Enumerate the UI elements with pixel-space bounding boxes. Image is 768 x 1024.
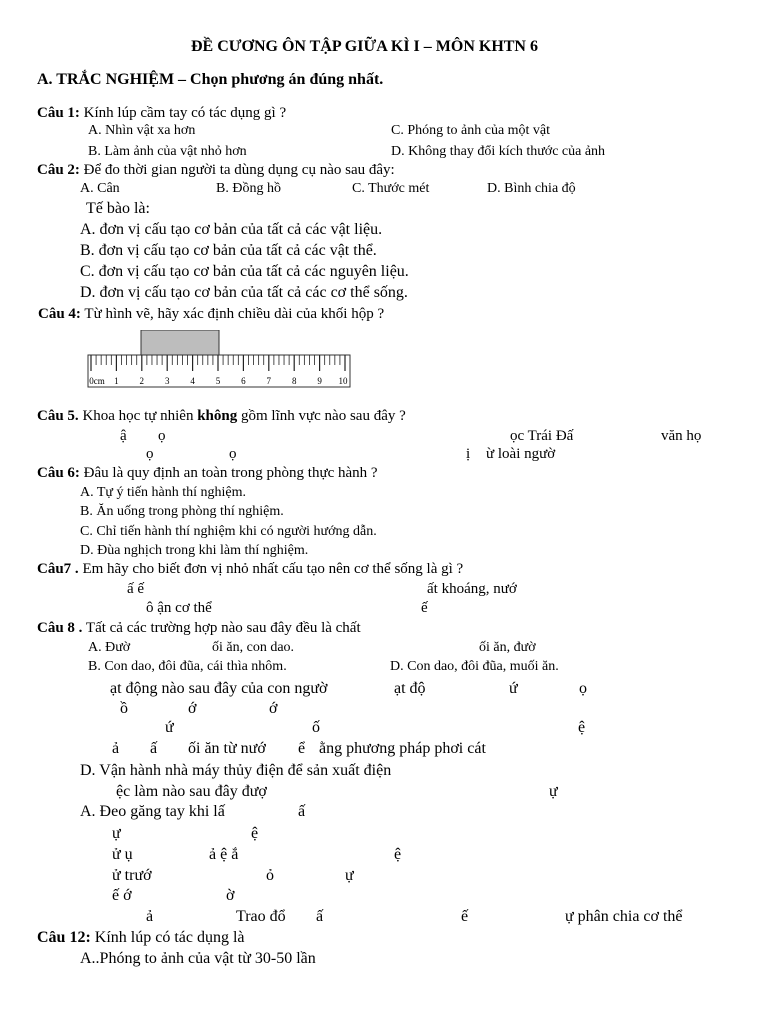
text-fragment: ệ: [578, 719, 586, 736]
text-fragment: văn họ: [661, 428, 702, 444]
question-label: Câu 6:: [37, 465, 80, 481]
ruler-label: 4: [190, 376, 195, 386]
question-6: [37, 466, 378, 481]
question-text: Em hãy cho biết đơn vị nhỏ nhất cấu tạo nên cơ thể sống là gì ?: [78, 561, 464, 577]
q12-option-a: A..Phóng to ảnh của vật từ 30-50 lần: [80, 950, 316, 967]
question-3: Tế bào là:: [86, 200, 150, 217]
page-title: ĐỀ CƯƠNG ÔN TẬP GIỮA KÌ I – MÔN KHTN 6: [191, 38, 538, 55]
text-fragment: ả: [146, 908, 154, 925]
question-text: Tất cả các trường hợp nào sau đây đều là chất: [82, 620, 361, 636]
question-text: Kính lúp có tác dụng là: [90, 929, 245, 946]
question-4: [38, 307, 384, 322]
q8-option-d: D. Con dao, đôi đũa, muối ăn.: [390, 659, 559, 674]
block-shape: [141, 330, 219, 355]
text-fragment: ớ: [269, 700, 278, 717]
ruler-label: 2: [139, 376, 145, 386]
text-fragment: ố: [312, 719, 320, 736]
question-text: Kính lúp cầm tay có tác dụng gì ?: [79, 105, 287, 121]
text-fragment: ứ: [165, 719, 174, 736]
text-fragment: ô ận cơ thể: [146, 600, 212, 616]
text-fragment: ậ: [120, 428, 127, 444]
question-label: Câu 5.: [37, 408, 79, 424]
text-fragment: ỏ: [266, 867, 274, 884]
text-fragment: ất khoáng, nướ: [427, 581, 517, 597]
q9-option-d: D. Vận hành nhà máy thủy điện để sản xuất điện: [80, 762, 392, 779]
q2-option-d: D. Bình chia độ: [487, 181, 576, 196]
ruler-figure: [87, 330, 353, 388]
question-emphasis: không: [197, 408, 238, 424]
text-fragment: ờ: [226, 887, 235, 904]
q6-option-d: D. Đùa nghịch trong khi làm thí nghiệm.: [80, 543, 309, 558]
ruler-label: 10: [338, 376, 348, 386]
text-fragment: ối ăn, con dao.: [212, 640, 295, 655]
text-fragment: Trao đổ: [236, 908, 286, 925]
q1-option-d: D. Không thay đổi kích thước của ảnh: [391, 144, 606, 159]
text-fragment: ệc làm nào sau đây đượ: [116, 783, 267, 800]
question-text: Đâu là quy định an toàn trong phòng thực hành ?: [79, 465, 378, 481]
q2-option-a: A. Cân: [80, 181, 120, 196]
text-fragment: ệ: [394, 846, 402, 863]
text-fragment: ạt động nào sau đây của con ngườ: [110, 680, 328, 697]
ruler-label: 5: [215, 376, 221, 386]
question-1: [37, 106, 286, 121]
q1-option-a: A. Nhìn vật xa hơn: [88, 123, 196, 138]
q3-option-b: B. đơn vị cấu tạo cơ bản của tất cả các vật thể.: [80, 242, 377, 259]
text-fragment: ằng phương pháp phơi cát: [319, 740, 486, 757]
text-fragment: ối ăn từ nướ: [188, 740, 266, 757]
text-fragment: ọ: [158, 428, 166, 444]
question-label: Câu7 .: [37, 561, 79, 577]
q2-option-b: B. Đồng hồ: [216, 181, 281, 196]
ruler-label: 0cm: [89, 376, 105, 386]
question-2: [37, 163, 395, 178]
text-fragment: ế: [461, 908, 469, 925]
text-fragment: ả ệ ắ: [209, 846, 239, 863]
text-fragment: ự: [112, 825, 121, 842]
text-fragment: ừ loài ngườ: [486, 446, 556, 462]
q1-option-c: C. Phóng to ảnh của một vật: [391, 123, 551, 138]
question-text: Khoa học tự nhiên: [78, 408, 198, 424]
text-fragment: ối ăn, đườ: [479, 640, 536, 655]
q6-option-b: B. Ăn uống trong phòng thí nghiệm.: [80, 504, 284, 519]
q2-option-c: C. Thước mét: [352, 181, 430, 196]
ruler-label: 8: [291, 376, 297, 386]
text-fragment: ọ: [146, 446, 154, 462]
text-fragment: ế ớ: [112, 887, 132, 904]
ruler-label: 9: [317, 376, 322, 386]
text-fragment: ấ: [316, 908, 324, 925]
text-fragment: ự: [549, 783, 558, 800]
question-text: gồm lĩnh vực nào sau đây ?: [237, 408, 406, 424]
text-fragment: ấ: [150, 740, 158, 757]
q3-option-d: D. đơn vị cấu tạo cơ bản của tất cả các cơ thể sống.: [80, 284, 408, 301]
q6-option-a: A. Tự ý tiến hành thí nghiệm.: [80, 485, 246, 500]
question-label: Câu 12:: [37, 929, 91, 946]
text-fragment: ấ ế: [127, 581, 145, 597]
question-label: Câu 4:: [38, 306, 81, 322]
q3-option-a: A. đơn vị cấu tạo cơ bản của tất cả các vật liệu.: [80, 221, 383, 238]
text-fragment: ự: [345, 867, 354, 884]
question-12: [37, 930, 245, 946]
text-fragment: ể: [298, 740, 306, 757]
text-fragment: ớ: [188, 700, 197, 717]
ruler-label: 6: [241, 376, 246, 386]
text-fragment: ứ: [509, 680, 518, 697]
text-fragment: ị: [466, 446, 471, 462]
q8-option-a: A. Đườ: [88, 640, 131, 655]
q3-option-c: C. đơn vị cấu tạo cơ bản của tất cả các nguyên liệu.: [80, 263, 409, 280]
ruler-label: 1: [114, 376, 119, 386]
q8-option-b: B. Con dao, đôi đũa, cái thìa nhôm.: [88, 659, 287, 674]
question-7: [37, 562, 463, 577]
q10-option-a: A. Đeo găng tay khi lấ: [80, 803, 225, 820]
text-fragment: ế: [421, 600, 428, 616]
text-fragment: ả: [112, 740, 120, 757]
text-fragment: ấ: [298, 803, 306, 820]
question-text: Từ hình vẽ, hãy xác định chiều dài của khối hộp ?: [80, 306, 385, 322]
text-fragment: ử ụ: [112, 846, 133, 863]
question-5: [37, 409, 406, 424]
text-fragment: ồ: [120, 700, 128, 717]
ruler-label: 3: [164, 376, 170, 386]
question-text: Để đo thời gian người ta dùng dụng cụ nào sau đây:: [79, 162, 395, 178]
text-fragment: ọ: [229, 446, 237, 462]
question-label: Câu 8 .: [37, 620, 83, 636]
ruler-label: 7: [266, 376, 272, 386]
q1-option-b: B. Làm ảnh của vật nhỏ hơn: [88, 144, 247, 159]
section-heading: A. TRẮC NGHIỆM – Chọn phương án đúng nhất.: [37, 71, 384, 88]
text-fragment: ự phân chia cơ thể: [565, 908, 683, 925]
text-fragment: ệ: [251, 825, 259, 842]
q6-option-c: C. Chỉ tiến hành thí nghiệm khi có người hướng dẫn.: [80, 524, 377, 539]
question-label: Câu 2:: [37, 162, 80, 178]
text-fragment: ọ: [579, 680, 587, 697]
text-fragment: ử trướ: [112, 867, 152, 884]
question-label: Câu 1:: [37, 105, 80, 121]
text-fragment: ạt độ: [394, 680, 426, 697]
text-fragment: ọc Trái Đấ: [510, 428, 574, 444]
question-8: [37, 621, 361, 636]
